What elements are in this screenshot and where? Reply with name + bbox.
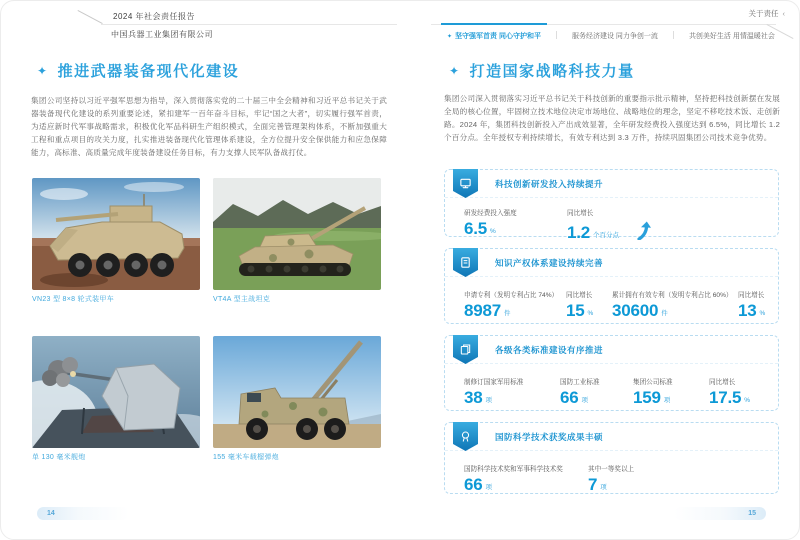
tab-serve-economy[interactable] bbox=[572, 25, 658, 41]
right-body-paragraph: 集团公司深入贯彻落实习近平总书记关于科技创新的重要指示批示精神，坚持把科技创新摆在发展全局的核心位置，牢固树立技术地位决定市场地位、战略地位的理念，坚定不移吃技术饭、走创新路。2024 年，集团科技创新投入产出成效显著，全年研发经费投入强度达到 6.5%，同比增长 1.2 个百分点。全年授权专利持续增长，有效专利达到 3.3 万件，持续巩固集团公司技术竞争优势。 bbox=[444, 94, 780, 142]
sparkle-icon: ✦ bbox=[449, 63, 461, 78]
armored-vehicle-photo bbox=[32, 178, 200, 290]
stat-unit: 项 bbox=[600, 484, 607, 491]
stat-unit: 项 bbox=[581, 397, 589, 404]
sparkle-icon: ✦ bbox=[447, 33, 453, 40]
stat-unit: % bbox=[744, 397, 751, 404]
about-label: 关于责任 bbox=[748, 9, 779, 18]
tab-label: 服务经济建设 同力争创一流 bbox=[571, 33, 658, 40]
stat-value: 8987 bbox=[464, 301, 502, 320]
photo-caption: VN23 型 8×8 轮式装甲车 bbox=[32, 296, 115, 303]
tab-divider bbox=[556, 31, 557, 39]
stat-unit: 项 bbox=[663, 397, 671, 404]
section-tab-bar bbox=[431, 24, 776, 41]
stat-card-list bbox=[444, 169, 779, 505]
card-header bbox=[445, 336, 778, 364]
card-title: 知识产权体系建设持续完善 bbox=[495, 257, 604, 268]
stat-defense-industry-standards: 国防工业标准 66 项 bbox=[560, 379, 600, 407]
monitor-icon bbox=[459, 177, 472, 190]
stat-card-rd-investment bbox=[444, 169, 779, 242]
stat-value: 6.5 bbox=[464, 219, 488, 238]
stat-unit: 个百分点 bbox=[593, 232, 620, 239]
stat-yoy-growth: 同比增长 15 % bbox=[566, 292, 594, 320]
section-title-text: 推进武器装备现代化建设 bbox=[57, 63, 240, 80]
photo-figure-naval-gun bbox=[32, 336, 200, 462]
company-name: 中国兵器工业集团有限公司 bbox=[111, 30, 213, 39]
photo-figure-vn23 bbox=[32, 178, 200, 304]
card-stats bbox=[457, 289, 766, 318]
card-title: 科技创新研发投入持续提升 bbox=[495, 178, 604, 189]
truck-howitzer-photo bbox=[213, 336, 381, 448]
stat-valid-patents: 累计拥有有效专利（发明专利占比 60%） 30600 件 bbox=[612, 292, 733, 320]
card-stats bbox=[457, 207, 766, 240]
stat-unit: % bbox=[490, 228, 496, 235]
stat-card-patents bbox=[444, 248, 779, 324]
main-battle-tank-photo bbox=[213, 178, 381, 290]
card-stats bbox=[457, 376, 766, 405]
stat-unit: 件 bbox=[661, 310, 668, 317]
about-responsibility-link[interactable] bbox=[749, 8, 786, 19]
stat-value: 159 bbox=[633, 388, 661, 407]
stat-value: 15 bbox=[566, 301, 585, 320]
photo-caption: VT4A 型主战坦克 bbox=[213, 296, 271, 303]
stat-value: 38 bbox=[464, 388, 483, 407]
equipment-photo-gallery bbox=[32, 178, 381, 462]
card-stats bbox=[457, 463, 766, 492]
right-section-title bbox=[449, 60, 635, 81]
chevron-left-icon: ‹ bbox=[782, 9, 785, 18]
stat-group-standards: 集团公司标准 159 项 bbox=[633, 379, 673, 407]
stat-unit: % bbox=[759, 310, 766, 317]
stat-patent-applications: 申请专利（发明专利占比 74%） 8987 件 bbox=[464, 292, 559, 320]
stat-unit: 项 bbox=[485, 484, 493, 491]
stat-value: 30600 bbox=[612, 301, 659, 320]
sparkle-icon: ✦ bbox=[37, 63, 49, 78]
certificate-icon bbox=[459, 256, 472, 269]
tab-divider bbox=[673, 31, 674, 39]
stat-yoy-growth: 同比增长 1.2 个百分点 bbox=[567, 207, 766, 240]
photo-figure-vt4a bbox=[213, 178, 381, 304]
card-title: 国防科学技术获奖成果丰硕 bbox=[495, 431, 604, 442]
left-body-paragraph: 集团公司坚持以习近平强军思想为指导，深入贯彻落实党的二十届三中全会精神和习近平总书记关于武器装备现代化建设的系列重要论述，紧扣建军一百年奋斗目标，牢记“国之大者”，切实履行强军首责，为适应新时代军事战略需求，积极优化军品科研生产组织模式，全面完善管理架构体系，不断加强重大工程和重点项目的攻关力度，扎实推进装备现代化管理体系建设，全方位提升安全保供能力和应急保障能力，高标准、高质量完成年度装备建设任务目标，有力支撑人民军队备战打仗。 bbox=[31, 96, 387, 157]
stat-unit: 项 bbox=[485, 397, 493, 404]
stat-value: 17.5 bbox=[709, 388, 742, 407]
report-title: 2024 年社会责任报告 bbox=[113, 12, 196, 21]
photo-caption: 155 毫米车载榴弹炮 bbox=[213, 454, 279, 461]
page-number-text: 15 bbox=[748, 510, 756, 517]
stat-unit: % bbox=[587, 310, 594, 317]
tab-better-life[interactable] bbox=[689, 25, 775, 41]
card-header bbox=[445, 423, 778, 451]
page-number-right bbox=[674, 507, 766, 520]
stat-military-standards: 制修订国家军用标准 38 项 bbox=[464, 379, 524, 407]
medal-icon bbox=[459, 430, 472, 443]
tab-strengthen-military[interactable] bbox=[447, 25, 541, 41]
books-icon bbox=[459, 343, 472, 356]
tab-label: 坚守强军首责 同心守护和平 bbox=[455, 33, 541, 40]
stat-card-awards bbox=[444, 422, 779, 494]
stat-value: 1.2 bbox=[567, 223, 591, 242]
stat-rd-intensity: 研发经费投入强度 6.5 % bbox=[464, 210, 517, 238]
naval-gun-photo bbox=[32, 336, 200, 448]
stat-first-prize-awards: 其中一等奖以上 7 项 bbox=[588, 466, 635, 494]
card-header bbox=[445, 249, 778, 277]
stat-value: 66 bbox=[560, 388, 579, 407]
up-arrow-icon bbox=[636, 221, 652, 240]
section-title-text: 打造国家战略科技力量 bbox=[469, 63, 635, 80]
header-diagonal-left bbox=[78, 10, 103, 24]
page-number-left bbox=[37, 507, 129, 520]
photo-caption: 单 130 毫米舰炮 bbox=[32, 454, 86, 461]
stat-unit: 件 bbox=[504, 310, 511, 317]
card-header bbox=[445, 170, 778, 198]
stat-yoy-growth: 同比增长 17.5 % bbox=[709, 379, 751, 407]
photo-figure-howitzer bbox=[213, 336, 381, 462]
stat-value: 13 bbox=[738, 301, 757, 320]
stat-yoy-growth: 同比增长 13 % bbox=[738, 292, 766, 320]
stat-science-tech-awards: 国防科学技术奖和军事科学技术奖 66 项 bbox=[464, 466, 563, 494]
card-title: 各级各类标准建设有序推进 bbox=[495, 344, 604, 355]
page-number-text: 14 bbox=[47, 510, 55, 517]
stat-value: 66 bbox=[464, 475, 483, 494]
left-section-title bbox=[37, 60, 239, 81]
stat-value: 7 bbox=[588, 475, 598, 494]
tab-label: 共创美好生活 用情温暖社会 bbox=[688, 33, 775, 40]
stat-card-standards bbox=[444, 335, 779, 411]
header-rule-left bbox=[101, 24, 397, 25]
